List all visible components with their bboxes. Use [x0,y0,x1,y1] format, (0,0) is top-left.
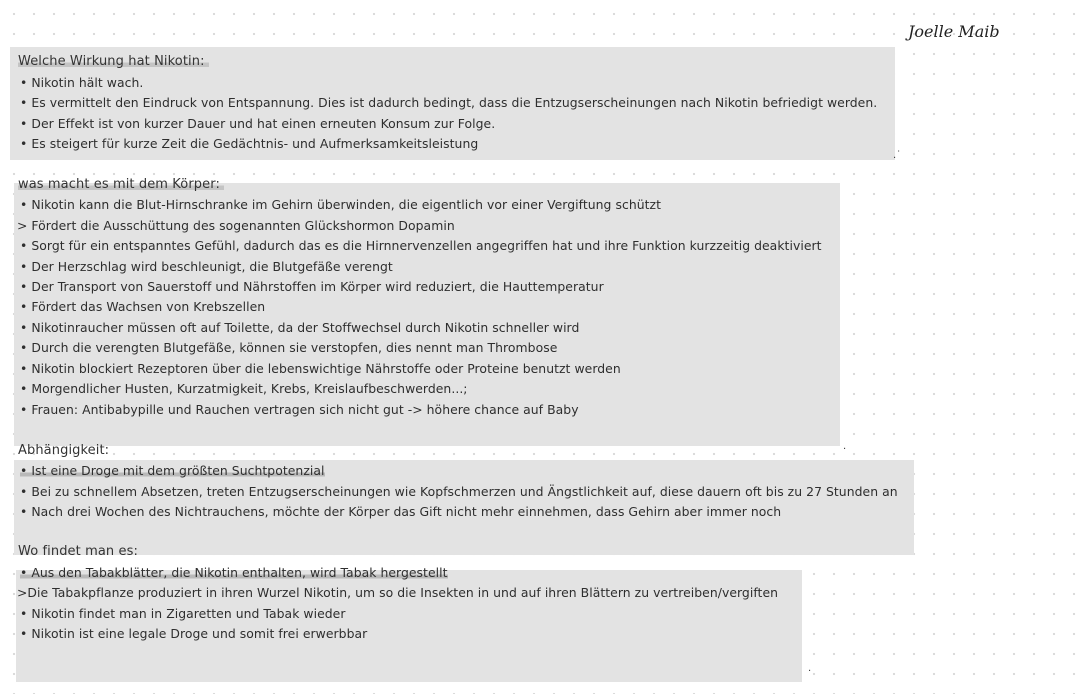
wirkung-item: • Der Effekt ist von kurzer Dauer und hat einen erneuten Konsum zur Folge. [20,116,496,131]
koerper-item: • Fördert das Wachsen von Krebszellen [20,299,266,314]
pen-mark: · [808,666,812,677]
wirkung-item: • Nikotin hält wach. [20,75,144,90]
abhaengigkeit-heading: Abhängigkeit: [18,443,110,458]
koerper-item: • Frauen: Antibabypille und Rauchen vertragen sich nicht gut -> höhere chance auf Baby [20,402,579,417]
wo-heading: Wo findet man es: [18,544,138,559]
koerper-item: • Morgendlicher Husten, Kurzatmigkeit, Krebs, Kreislaufbeschwerden...; [20,381,468,396]
koerper-item: • Nikotin kann die Blut-Hirnschranke im Gehirn überwinden, die eigentlich vor einer Vergiftung schützt [20,197,661,212]
author-signature: Joelle Maib [908,22,1000,41]
koerper-item: • Durch die verengten Blutgefäße, können sie verstopfen, dies nennt man Thrombose [20,340,558,355]
koerper-heading: was macht es mit dem Körper: [18,177,224,192]
wo-item: • Nikotin ist eine legale Droge und somit frei erwerbbar [20,626,368,641]
abhaengigkeit-item: • Nach drei Wochen des Nichtrauchens, möchte der Körper das Gift nicht mehr einnehmen, dass Gehirn aber immer noch [20,504,782,519]
abhaengigkeit-item: • Ist eine Droge mit dem größten Suchtpotenzial [20,463,325,478]
pen-mark: · [843,444,847,455]
abhaengigkeit-item: • Bei zu schnellem Absetzen, treten Entzugserscheinungen wie Kopfschmerzen und Ängstlichkeit auf, diese dauern oft bis zu 27 Stunden an [20,484,898,499]
wirkung-item: • Es steigert für kurze Zeit die Gedächtnis- und Aufmerksamkeitsleistung [20,136,479,151]
wirkung-heading: Welche Wirkung hat Nikotin: [18,54,209,69]
koerper-item: • Der Transport von Sauerstoff und Nährstoffen im Körper wird reduziert, die Hauttemperatur [20,279,604,294]
koerper-item: • Nikotinraucher müssen oft auf Toilette, da der Stoffwechsel durch Nikotin schneller wird [20,320,580,335]
koerper-item: • Der Herzschlag wird beschleunigt, die Blutgefäße verengt [20,259,393,274]
koerper-item: • Nikotin blockiert Rezeptoren über die lebenswichtige Nährstoffe oder Proteine benutzt werden [20,361,621,376]
pen-mark: .˙ [893,150,902,161]
koerper-item: > Fördert die Ausschüttung des sogenannten Glückshormon Dopamin [17,218,455,233]
wo-item: • Nikotin findet man in Zigaretten und Tabak wieder [20,606,346,621]
wirkung-item: • Es vermittelt den Eindruck von Entspannung. Dies ist dadurch bedingt, dass die Entzugserscheinungen nach Nikotin befriedigt werden. [20,95,878,110]
wo-item: >Die Tabakpflanze produziert in ihren Wurzel Nikotin, um so die Insekten in und auf ihren Blättern zu vertreiben/vergiften [17,585,779,600]
wo-item: • Aus den Tabakblätter, die Nikotin enthalten, wird Tabak hergestellt [20,565,448,580]
koerper-item: • Sorgt für ein entspanntes Gefühl, dadurch das es die Hirnnervenzellen angegriffen hat und ihre Funktion kurzzeitig deaktiviert [20,238,822,253]
